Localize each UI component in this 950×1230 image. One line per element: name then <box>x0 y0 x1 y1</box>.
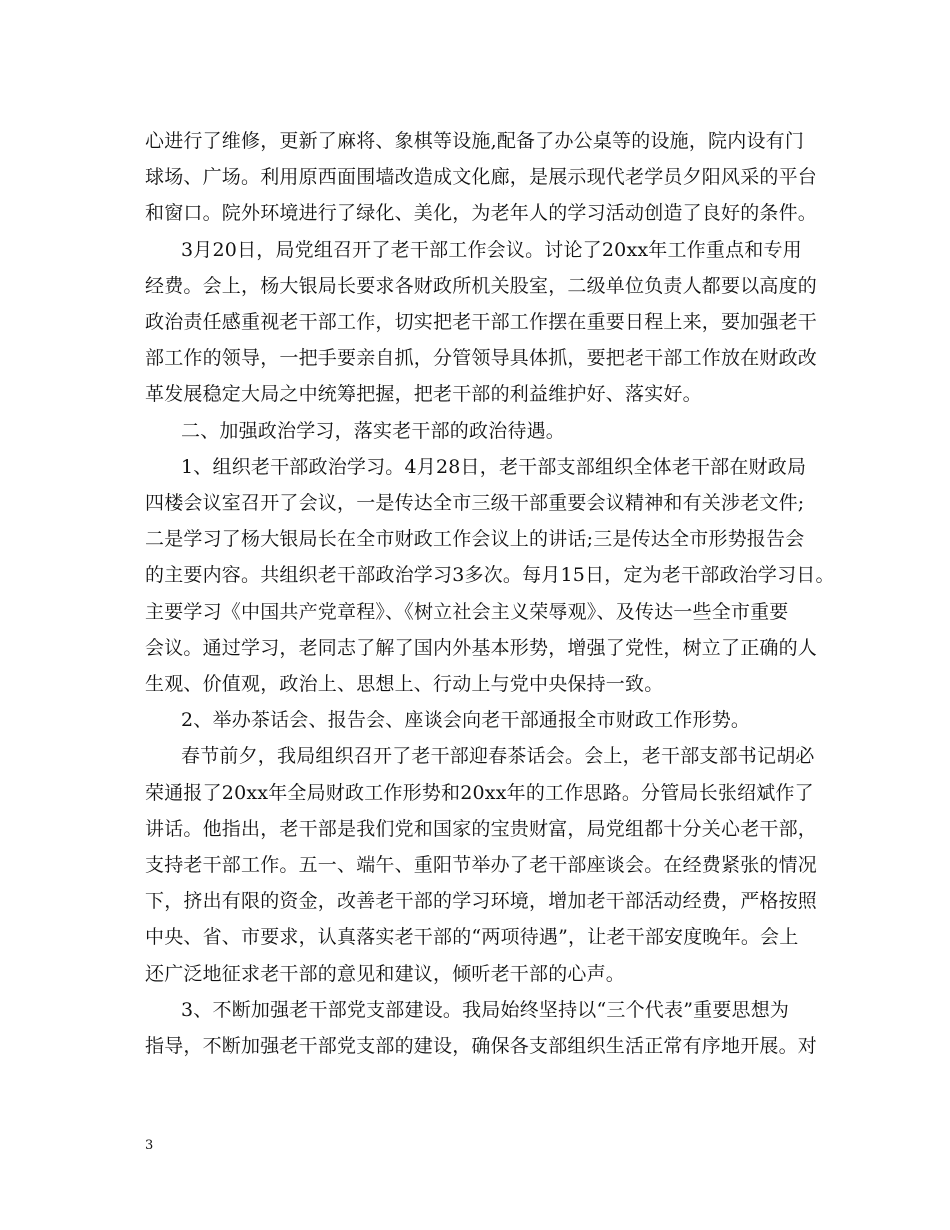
text-line: 二是学习了杨大银局长在全市财政工作会议上的讲话;三是传达全市形势报告会 <box>145 528 805 550</box>
text-line: 生观、价值观，政治上、思想上、行动上与党中央保持一致。 <box>145 673 664 695</box>
text-line: 心进行了维修，更新了麻将、象棋等设施,配备了办公桌等的设施，院内设有门 <box>145 130 805 152</box>
text-line: 会议。通过学习，老同志了解了国内外基本形势，增强了党性，树立了正确的人 <box>145 637 818 659</box>
text-line: 3月20日，局党组召开了老干部工作会议。讨论了20xx年工作重点和专用 <box>181 239 802 261</box>
text-line: 革发展稳定大局之中统筹把握，把老干部的利益维护好、落实好。 <box>145 383 702 405</box>
page-number: 3 <box>145 1138 154 1153</box>
text-line: 春节前夕，我局组织召开了老干部迎春茶话会。会上，老干部支部书记胡必 <box>181 745 815 767</box>
text-line: 1、组织老干部政治学习。4月28日，老干部支部组织全体老干部在财政局 <box>181 456 807 478</box>
text-line: 二、加强政治学习，落实老干部的政治待遇。 <box>181 420 566 442</box>
text-line: 四楼会议室召开了会议，一是传达全市三级干部重要会议精神和有关涉老文件; <box>145 492 805 514</box>
text-line: 荣通报了20xx年全局财政工作形势和20xx年的工作思路。分管局长张绍斌作了 <box>145 782 814 804</box>
text-line: 指导，不断加强老干部党支部的建设，确保各支部组织生活正常有序地开展。对 <box>145 1035 818 1057</box>
text-line: 和窗口。院外环境进行了绿化、美化，为老年人的学习活动创造了良好的条件。 <box>145 202 818 224</box>
text-line: 部工作的领导，一把手要亲自抓，分管领导具体抓，要把老干部工作放在财政改 <box>145 347 818 369</box>
text-line: 的主要内容。共组织老干部政治学习3多次。每月15日，定为老干部政治学习日。 <box>145 564 835 586</box>
text-line: 经费。会上，杨大银局长要求各财政所机关股室，二级单位负责人都要以高度的 <box>145 275 818 297</box>
text-line: 中央、省、市要求，认真落实老干部的“两项待遇”，让老干部安度晚年。会上 <box>145 926 799 948</box>
text-line: 讲话。他指出，老干部是我们党和国家的宝贵财富，局党组都十分关心老干部， <box>145 818 818 840</box>
text-line: 主要学习《中国共产党章程》、《树立社会主义荣辱观》、及传达一些全市重要 <box>145 601 789 623</box>
text-line: 3、不断加强老干部党支部建设。我局始终坚持以“三个代表”重要思想为 <box>181 999 790 1021</box>
text-line: 支持老干部工作。五一、端午、重阳节举办了老干部座谈会。在经费紧张的情况 <box>145 854 818 876</box>
text-line: 还广泛地征求老干部的意见和建议，倾听老干部的心声。 <box>145 963 626 985</box>
text-line: 2、举办茶话会、报告会、座谈会向老干部通报全市财政工作形势。 <box>181 709 751 731</box>
text-line: 下，挤出有限的资金，改善老干部的学习环境，增加老干部活动经费，严格按照 <box>145 890 818 912</box>
text-line: 球场、广场。利用原西面围墙改造成文化廊，是展示现代老学员夕阳风采的平台 <box>145 166 818 188</box>
text-line: 政治责任感重视老干部工作，切实把老干部工作摆在重要日程上来，要加强老干 <box>145 311 818 333</box>
